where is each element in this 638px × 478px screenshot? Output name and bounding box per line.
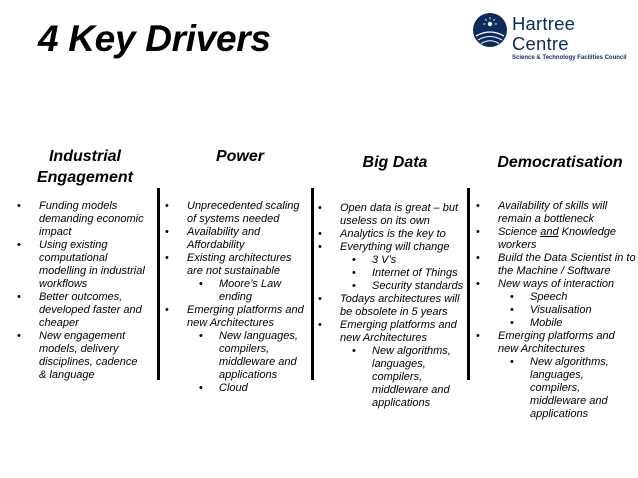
bullet-item [165,304,305,395]
sub-bullet-item: • Visualisation [498,304,636,317]
sub-bullet-item: • 3 V’s [340,254,464,267]
bullet-item [318,293,464,319]
bullet-item [318,241,464,293]
underlined-text: and [540,226,559,238]
sub-bullet-item: • Mobile [498,317,636,330]
bullet-text: Build the Data Scientist in to the Machine / Software [498,252,636,277]
column-heading-democratisation [490,152,630,173]
bullet-item [165,252,305,304]
bullet-text: Availability and Affordability [187,226,261,251]
bullet-item [476,226,636,252]
bullet-text: New ways of interaction [498,278,615,290]
bullet-text: Everything will change [340,241,450,253]
bullet-item: • Better outcomes, developed faster and cheaper [17,291,145,330]
heading-line: Big Data [362,154,428,171]
logo-subtitle: Science & Technology Facilities Council [512,55,627,61]
column-heading-big-data [330,152,460,173]
heading-line: Democratisation [497,154,623,171]
column-heading-power [180,146,300,167]
bullet-item: • Funding models demanding economic impact [17,200,145,239]
bullet-item [318,228,464,241]
hartree-globe-icon [472,12,508,48]
sub-bullet-item: • Moore’s Law ending [187,278,305,304]
bullet-item [476,252,636,278]
sub-bullet-item: • Security standards [340,280,464,293]
bullet-item: • Using existing computational modelling in industrial workflows [17,239,145,291]
column-divider [311,188,314,380]
column-heading-industrial-engagement [20,146,150,188]
hartree-centre-logo [470,10,632,61]
bullet-text: Unprecedented scaling of systems needed [187,200,300,225]
column-democratisation [476,200,636,421]
sub-bullet-item: • New algorithms, languages, compilers, middleware and applications [340,345,464,410]
column-divider [467,188,470,380]
sub-bullet-item: • Speech [498,291,636,304]
heading-line: Engagement [36,169,133,186]
heading-line: Industrial [48,148,121,165]
bullet-item [318,202,464,228]
bullet-text: Todays architectures will be obsolete in 5 years [340,293,460,318]
sub-bullet-item: • Cloud [187,382,305,395]
column-industrial-engagement [17,200,145,382]
bullet-item [318,319,464,410]
bullet-text: Emerging platforms and new Architectures [498,330,615,355]
sub-bullet-item: • Internet of Things [340,267,464,280]
sub-bullet-item: • New algorithms, languages, compilers, middleware and applications [498,356,636,421]
bullet-item [476,200,636,226]
column-divider [157,188,160,380]
bullet-item [165,200,305,226]
column-big-data [318,202,464,410]
slide-title: 4 Key Drivers [38,18,271,59]
bullet-text: Emerging platforms and new Architectures [340,319,457,344]
bullet-item [476,278,636,330]
bullet-text: Existing architectures are not sustainable [187,252,292,277]
heading-line: Power [215,148,264,165]
bullet-text: Science [498,226,541,238]
bullet-text: Analytics is the key to [340,228,446,240]
logo-name: Hartree Centre [512,13,576,54]
column-power [165,200,305,395]
bullet-item [476,330,636,421]
sub-bullet-item: • New languages, compilers, middleware and applications [187,330,305,382]
bullet-text: Availability of skills will remain a bottleneck [498,200,608,225]
bullet-item: • New engagement models, delivery disciplines, cadence & language [17,330,145,382]
bullet-text: Emerging platforms and new Architectures [187,304,304,329]
bullet-text: Knowledge workers [498,226,617,251]
bullet-item [165,226,305,252]
bullet-text: Open data is great – but useless on its own [340,202,459,227]
